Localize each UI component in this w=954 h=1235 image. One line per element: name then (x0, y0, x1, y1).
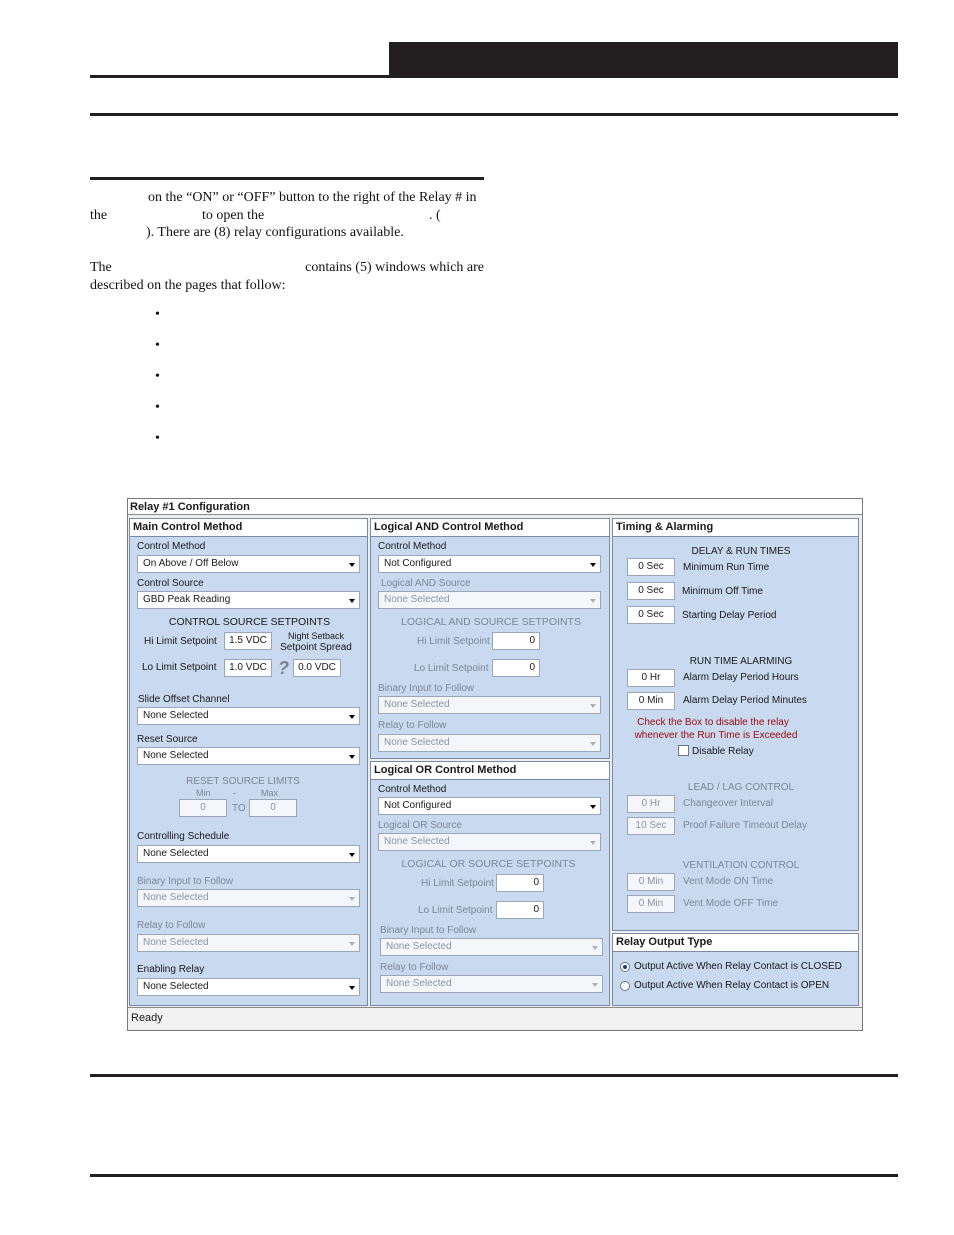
min-run-input[interactable]: 0 Sec (627, 558, 675, 576)
vent-heading: VENTILATION CONTROL (682, 860, 800, 871)
binary-input-select[interactable] (137, 889, 360, 907)
footer-divider (90, 1074, 898, 1077)
reset-source-label: Reset Source (137, 734, 198, 745)
bullet: • (155, 369, 160, 384)
chevron-down-icon (592, 983, 598, 987)
timing-alarming-panel (612, 518, 859, 931)
panel-title: Timing & Alarming (613, 519, 858, 537)
select-value: None Selected (143, 750, 209, 761)
leadlag-heading: LEAD / LAG CONTROL (687, 782, 795, 793)
or-control-method-select[interactable] (378, 797, 601, 815)
panel-title: Relay Output Type (613, 934, 858, 952)
setpoint-spread-label: Setpoint Spread (280, 642, 352, 653)
chevron-down-icon (349, 715, 355, 719)
setpoints-heading: CONTROL SOURCE SETPOINTS (168, 616, 331, 628)
bullet: • (155, 400, 160, 415)
schedule-label: Controlling Schedule (137, 831, 230, 842)
section-rule (90, 177, 484, 180)
and-source-label: Logical AND Source (381, 578, 471, 589)
control-method-select[interactable] (137, 555, 360, 573)
reset-min-input[interactable]: 0 (179, 799, 227, 817)
relay-configuration-window (127, 498, 863, 1031)
and-binary-select[interactable] (378, 696, 601, 714)
select-value: None Selected (143, 892, 209, 903)
control-method-label: Control Method (378, 541, 447, 552)
or-source-label: Logical OR Source (378, 820, 462, 831)
control-method-label: Control Method (378, 784, 447, 795)
vent-off-input[interactable]: 0 Min (627, 895, 675, 913)
and-setpoints-heading: LOGICAL AND SOURCE SETPOINTS (401, 616, 581, 628)
and-hi-label: Hi Limit Setpoint (417, 636, 490, 647)
vent-on-input[interactable]: 0 Min (627, 873, 675, 891)
header-bar (389, 42, 898, 78)
bullet: • (155, 307, 160, 322)
hi-limit-label: Hi Limit Setpoint (144, 636, 217, 647)
main-control-panel (129, 518, 368, 1006)
chevron-down-icon (349, 853, 355, 857)
or-hi-input[interactable]: 0 (496, 874, 544, 892)
select-value: None Selected (143, 710, 209, 721)
lo-limit-label: Lo Limit Setpoint (142, 662, 217, 673)
relay-output-panel (612, 933, 859, 1006)
output-closed-label: Output Active When Relay Contact is CLOSED (634, 961, 842, 972)
chevron-down-icon (349, 897, 355, 901)
select-value: None Selected (143, 937, 209, 948)
output-open-radio[interactable] (620, 981, 630, 991)
reset-max-input[interactable]: 0 (249, 799, 297, 817)
chevron-down-icon (349, 599, 355, 603)
paragraph-line: the (90, 208, 108, 223)
chevron-down-icon (590, 742, 596, 746)
and-control-method-select[interactable] (378, 555, 601, 573)
output-open-label: Output Active When Relay Contact is OPEN (634, 980, 830, 991)
or-lo-label: Lo Limit Setpoint (418, 905, 493, 916)
schedule-select[interactable] (137, 845, 360, 863)
and-binary-label: Binary Input to Follow (378, 683, 475, 694)
and-lo-label: Lo Limit Setpoint (414, 663, 489, 674)
delay-heading: DELAY & RUN TIMES (691, 546, 791, 557)
chevron-down-icon (590, 704, 596, 708)
select-value: None Selected (384, 699, 450, 710)
proof-failure-label: Proof Failure Timeout Delay (683, 820, 807, 831)
logical-and-panel (370, 518, 610, 759)
binary-input-label: Binary Input to Follow (137, 876, 234, 887)
chevron-down-icon (590, 805, 596, 809)
bullet: • (155, 431, 160, 446)
chevron-down-icon (590, 563, 596, 567)
vent-on-label: Vent Mode ON Time (683, 876, 774, 887)
bullet: • (155, 338, 160, 353)
min-off-input[interactable]: 0 Sec (627, 582, 675, 600)
start-delay-input[interactable]: 0 Sec (627, 606, 675, 624)
relay-follow-label: Relay to Follow (137, 920, 206, 931)
control-source-label: Control Source (137, 578, 204, 589)
lo-limit-input[interactable]: 1.0 VDC (224, 659, 272, 677)
relay-follow-select[interactable] (137, 934, 360, 952)
disable-note-line1: Check the Box to disable the relay (637, 717, 789, 728)
header-rule (90, 75, 390, 78)
help-icon[interactable]: ? (278, 658, 289, 678)
paragraph-line: ). There are (8) relay configurations available. (146, 225, 404, 240)
chevron-down-icon (590, 599, 596, 603)
chevron-down-icon (590, 841, 596, 845)
alarm-minutes-input[interactable]: 0 Min (627, 692, 675, 710)
chevron-down-icon (592, 946, 598, 950)
reset-source-select[interactable] (137, 747, 360, 765)
select-value: On Above / Off Below (143, 558, 239, 569)
and-lo-input[interactable]: 0 (492, 659, 540, 677)
or-relay-label: Relay to Follow (380, 962, 449, 973)
header-divider (90, 113, 898, 116)
setpoint-spread-input[interactable]: 0.0 VDC (293, 659, 341, 677)
or-lo-input[interactable]: 0 (496, 901, 544, 919)
night-setback-label: Night Setback (287, 631, 345, 641)
control-source-select[interactable] (137, 591, 360, 609)
chevron-down-icon (349, 986, 355, 990)
radio-selected-dot (623, 965, 627, 969)
select-value: None Selected (386, 978, 452, 989)
disable-relay-label: Disable Relay (692, 746, 754, 757)
alarm-minutes-label: Alarm Delay Period Minutes (683, 695, 807, 706)
paragraph-line: contains (5) windows which are (305, 260, 484, 275)
alarm-hours-label: Alarm Delay Period Hours (683, 672, 799, 683)
window-title: Relay #1 Configuration (128, 499, 862, 515)
or-binary-label: Binary Input to Follow (380, 925, 477, 936)
output-closed-radio[interactable] (620, 962, 630, 972)
control-method-label: Control Method (137, 541, 206, 552)
and-relay-label: Relay to Follow (378, 720, 447, 731)
enabling-relay-label: Enabling Relay (137, 964, 205, 975)
select-value: None Selected (143, 981, 209, 992)
min-label: Min (196, 788, 211, 798)
alarm-hours-input[interactable]: 0 Hr (627, 669, 675, 687)
panel-title: Logical AND Control Method (371, 519, 609, 537)
hi-limit-input[interactable]: 1.5 VDC (224, 632, 272, 650)
enabling-relay-select[interactable] (137, 978, 360, 996)
and-relay-select[interactable] (378, 734, 601, 752)
chevron-down-icon (349, 942, 355, 946)
select-value: None Selected (143, 848, 209, 859)
to-label: TO (232, 803, 246, 814)
disable-note-line2: whenever the Run Time is Exceeded (634, 730, 798, 741)
paragraph-line: . ( (429, 208, 441, 223)
select-value: None Selected (384, 737, 450, 748)
footer-rule (90, 1174, 898, 1177)
select-value: None Selected (384, 594, 450, 605)
select-value: None Selected (384, 836, 450, 847)
start-delay-label: Starting Delay Period (682, 610, 777, 621)
paragraph-line: to open the (202, 208, 265, 223)
panel-title: Logical OR Control Method (371, 762, 609, 780)
panel-title: Main Control Method (130, 519, 367, 537)
slide-offset-select[interactable] (137, 707, 360, 725)
changeover-label: Changeover Interval (683, 798, 774, 809)
or-hi-label: Hi Limit Setpoint (421, 878, 494, 889)
min-run-label: Minimum Run Time (683, 562, 770, 573)
min-off-label: Minimum Off Time (682, 586, 763, 597)
vent-off-label: Vent Mode OFF Time (683, 898, 779, 909)
status-bar: Ready (128, 1007, 862, 1029)
disable-relay-checkbox[interactable] (678, 745, 689, 756)
and-source-select[interactable] (378, 591, 601, 609)
or-relay-select[interactable] (380, 975, 603, 993)
paragraph-line: The (90, 260, 112, 275)
select-value: Not Configured (384, 800, 452, 811)
chevron-down-icon (349, 755, 355, 759)
select-value: Not Configured (384, 558, 452, 569)
paragraph-line: described on the pages that follow: (90, 278, 286, 293)
or-source-select[interactable] (378, 833, 601, 851)
changeover-input[interactable]: 0 Hr (627, 795, 675, 813)
logical-or-panel (370, 761, 610, 1006)
chevron-down-icon (349, 563, 355, 567)
alarm-heading: RUN TIME ALARMING (689, 656, 793, 667)
or-setpoints-heading: LOGICAL OR SOURCE SETPOINTS (401, 858, 576, 870)
or-binary-select[interactable] (380, 938, 603, 956)
proof-failure-input[interactable]: 10 Sec (627, 817, 675, 835)
reset-limits-heading: RESET SOURCE LIMITS (186, 776, 300, 787)
and-hi-input[interactable]: 0 (492, 632, 540, 650)
slide-offset-label: Slide Offset Channel (138, 694, 230, 705)
max-label: Max (261, 788, 279, 798)
dash-label: - (233, 788, 236, 798)
select-value: None Selected (386, 941, 452, 952)
paragraph-line: on the “ON” or “OFF” button to the right of the Relay # in (148, 190, 477, 205)
select-value: GBD Peak Reading (143, 594, 231, 605)
